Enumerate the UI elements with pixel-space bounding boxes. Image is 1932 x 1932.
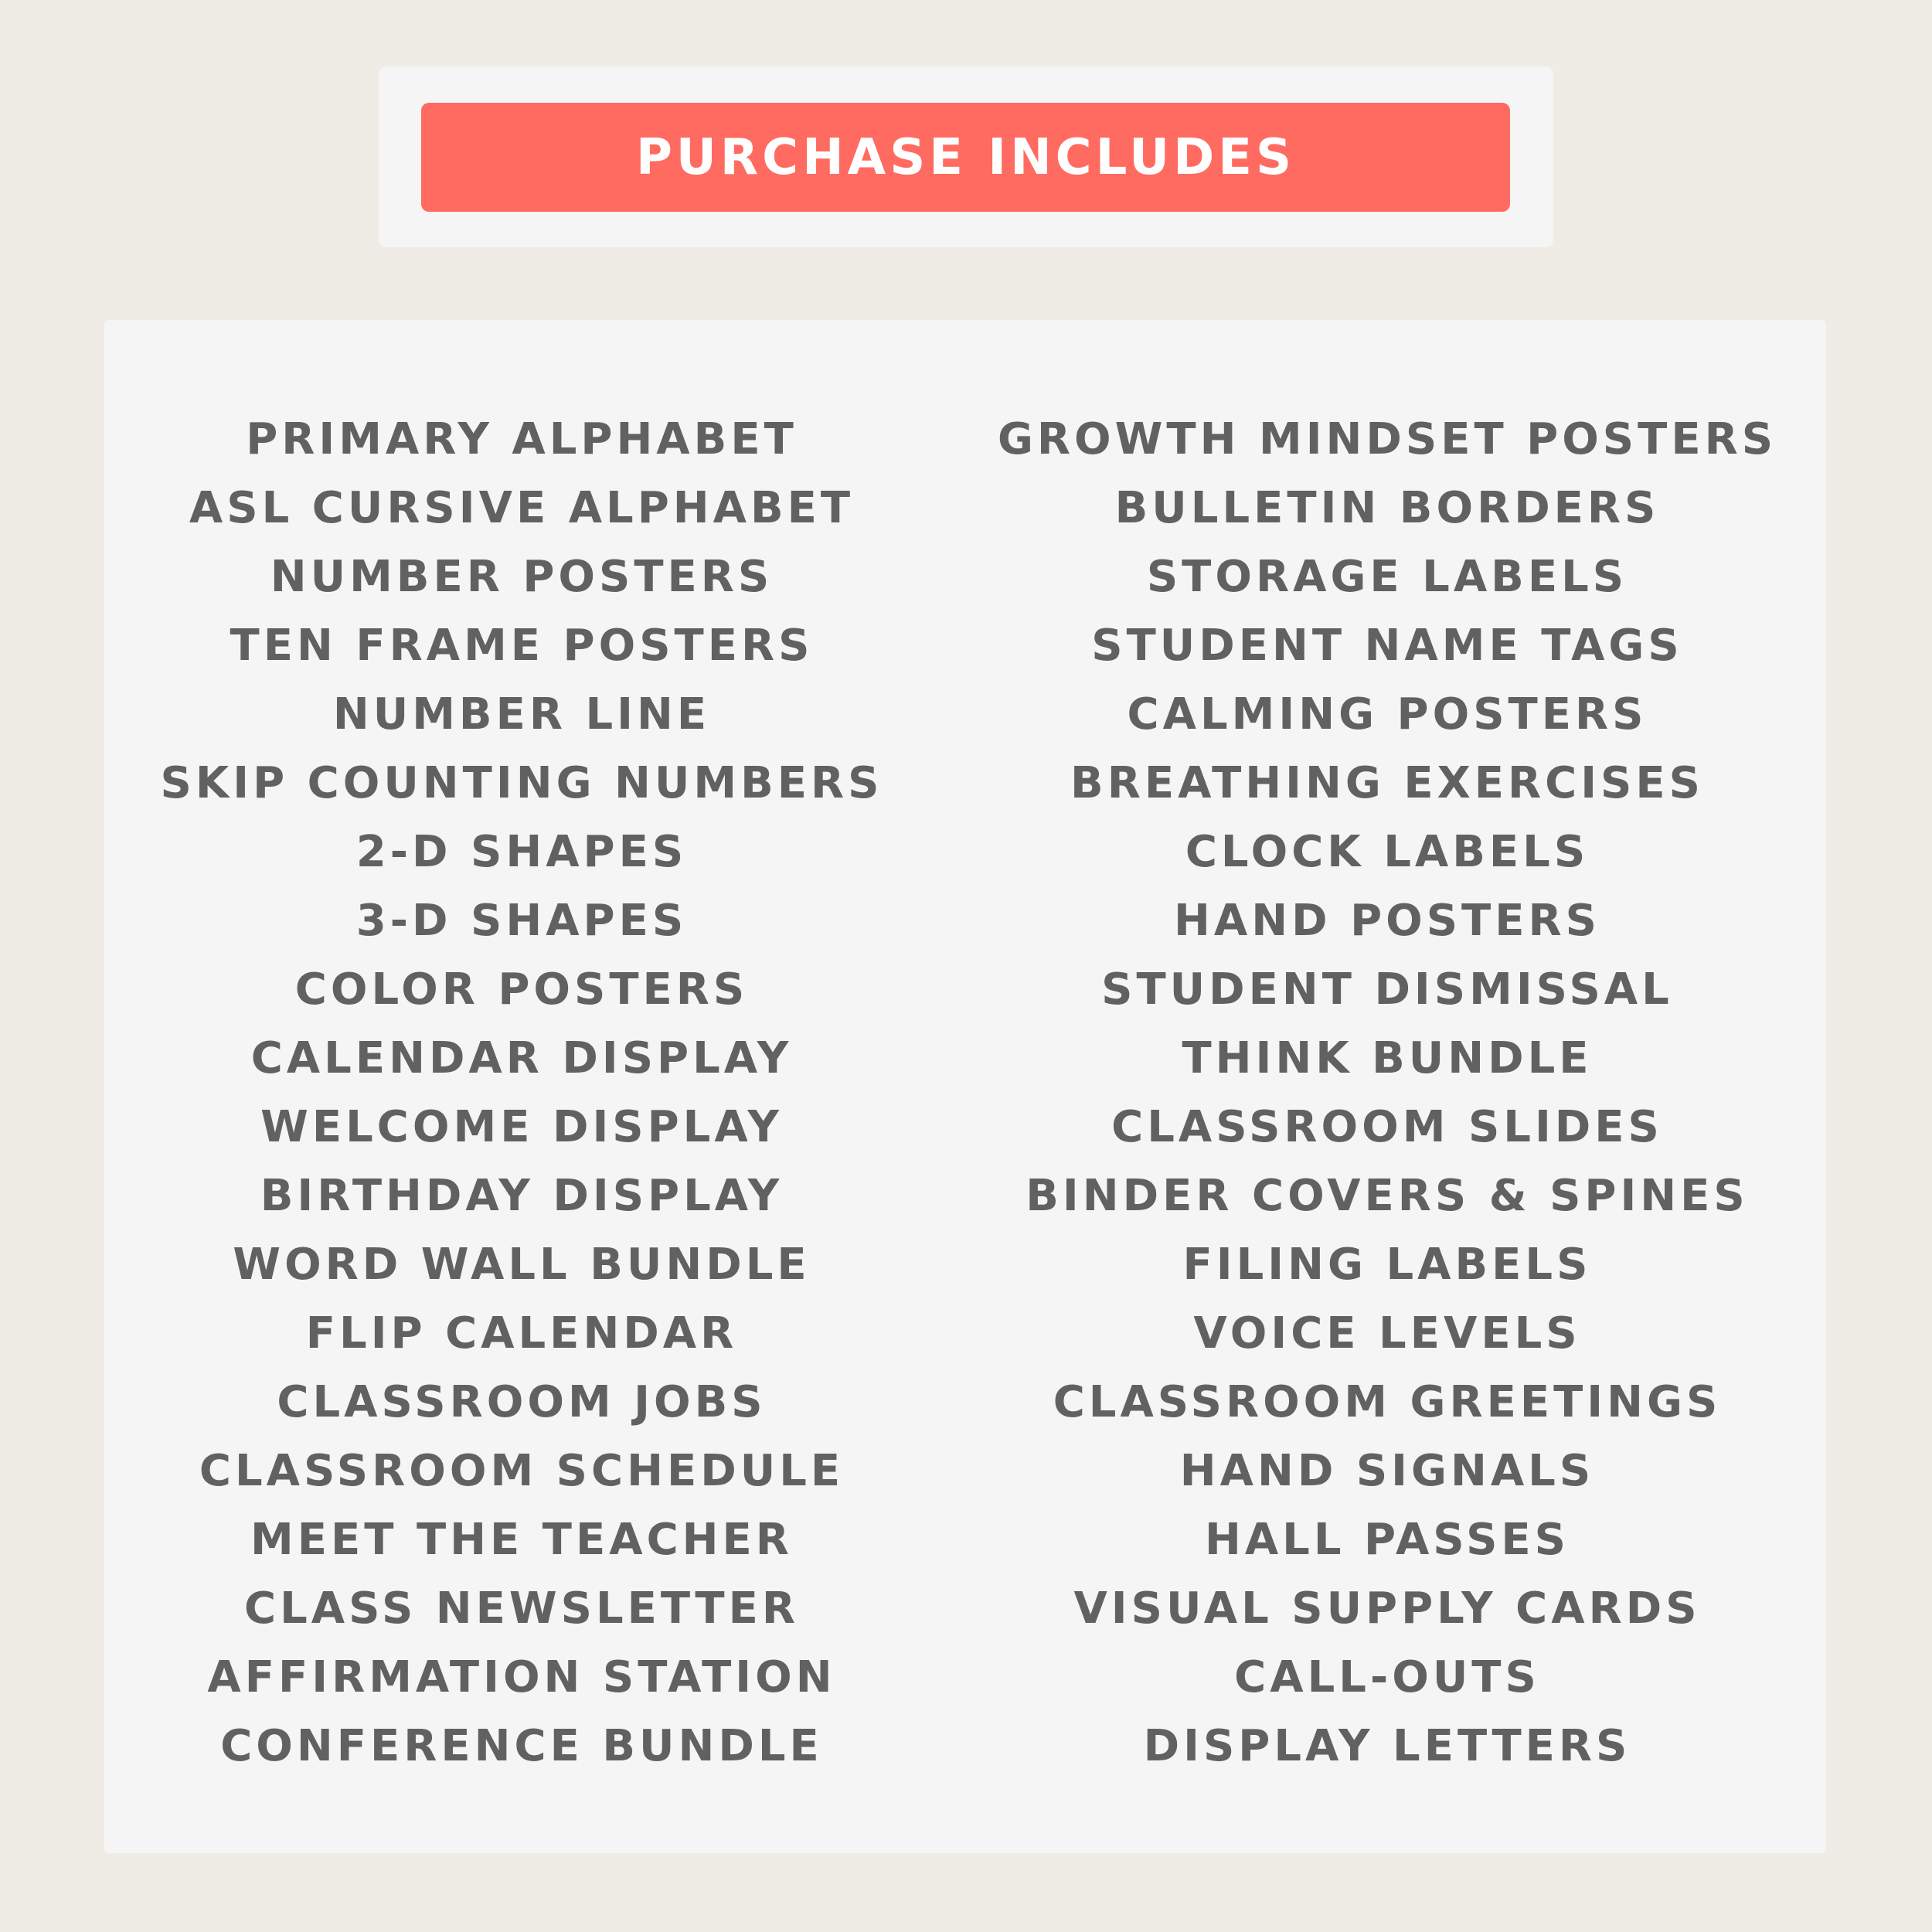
- list-item: CONFERENCE BUNDLE: [220, 1721, 823, 1771]
- list-item: COLOR POSTERS: [294, 964, 749, 1015]
- list-item: WORD WALL BUNDLE: [233, 1240, 811, 1290]
- header-card: [379, 66, 1553, 247]
- list-item: STUDENT DISMISSAL: [1101, 964, 1673, 1015]
- list-item: 3-D SHAPES: [355, 896, 688, 946]
- list-item: WELCOME DISPLAY: [260, 1102, 783, 1152]
- list-item: 2-D SHAPES: [355, 827, 688, 877]
- list-item: NUMBER POSTERS: [270, 552, 774, 602]
- list-item: CLOCK LABELS: [1185, 827, 1590, 877]
- list-item: VOICE LEVELS: [1193, 1308, 1581, 1359]
- list-item: STUDENT NAME TAGS: [1091, 621, 1683, 671]
- list-item: CALL-OUTS: [1234, 1652, 1540, 1702]
- list-item: HALL PASSES: [1204, 1515, 1570, 1565]
- list-item: HAND SIGNALS: [1179, 1446, 1595, 1496]
- list-item: CLASS NEWSLETTER: [244, 1583, 799, 1634]
- list-item: CLASSROOM SLIDES: [1111, 1102, 1663, 1152]
- banner-title: PURCHASE INCLUDES: [635, 128, 1296, 186]
- list-item: CLASSROOM JOBS: [277, 1377, 767, 1427]
- includes-list-left: [135, 405, 908, 1781]
- list-item: TEN FRAME POSTERS: [230, 621, 814, 671]
- includes-list-right: [966, 405, 1808, 1781]
- list-item: FILING LABELS: [1182, 1240, 1592, 1290]
- list-item: CLASSROOM SCHEDULE: [199, 1446, 845, 1496]
- list-item: ASL CURSIVE ALPHABET: [189, 483, 855, 533]
- list-item: DISPLAY LETTERS: [1143, 1721, 1631, 1771]
- list-item: BULLETIN BORDERS: [1114, 483, 1660, 533]
- list-item: GROWTH MINDSET POSTERS: [997, 414, 1777, 464]
- list-item: BINDER COVERS & SPINES: [1026, 1171, 1749, 1221]
- purchase-includes-banner: [421, 103, 1510, 212]
- list-item: HAND POSTERS: [1174, 896, 1600, 946]
- list-item: SKIP COUNTING NUMBERS: [160, 758, 883, 808]
- list-item: AFFIRMATION STATION: [207, 1652, 836, 1702]
- list-item: VISUAL SUPPLY CARDS: [1073, 1583, 1701, 1634]
- list-item: FLIP CALENDAR: [305, 1308, 738, 1359]
- list-item: CLASSROOM GREETINGS: [1053, 1377, 1722, 1427]
- list-item: CALENDAR DISPLAY: [250, 1033, 793, 1083]
- list-item: MEET THE TEACHER: [250, 1515, 793, 1565]
- list-item: STORAGE LABELS: [1146, 552, 1628, 602]
- list-item: NUMBER LINE: [332, 689, 711, 740]
- includes-list-card: [104, 320, 1826, 1853]
- list-item: PRIMARY ALPHABET: [246, 414, 798, 464]
- list-item: CALMING POSTERS: [1127, 689, 1648, 740]
- list-item: THINK BUNDLE: [1182, 1033, 1593, 1083]
- list-item: BREATHING EXERCISES: [1070, 758, 1704, 808]
- list-item: BIRTHDAY DISPLAY: [260, 1171, 784, 1221]
